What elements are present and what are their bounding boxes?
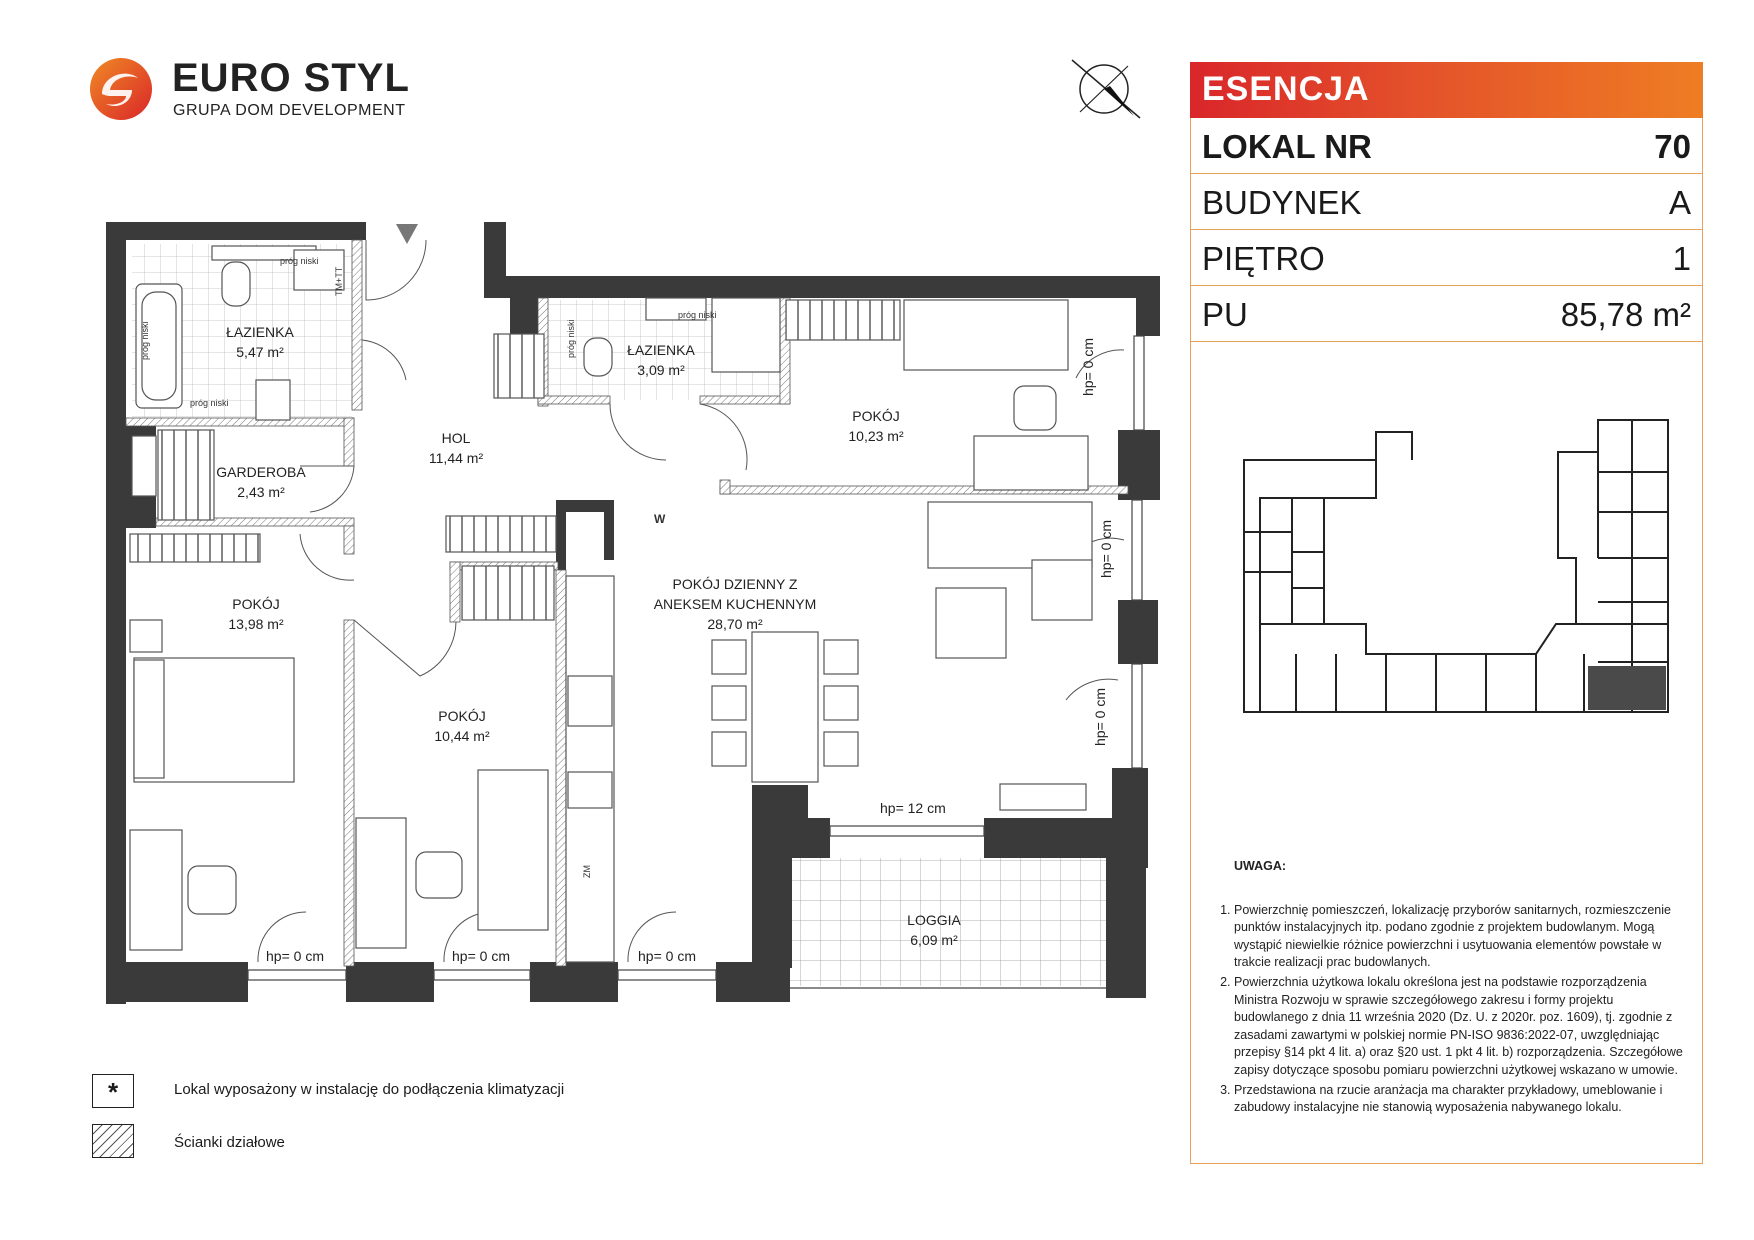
loggia-area: 6,09 m²	[910, 932, 958, 948]
entrance-marker-icon	[396, 224, 418, 244]
garderoba-area: 2,43 m²	[237, 484, 285, 500]
garderoba-name: GARDEROBA	[216, 464, 306, 480]
tm-tt-label: TM+TT	[334, 266, 344, 296]
bath2-label	[606, 340, 716, 380]
loggia-label	[884, 910, 984, 950]
hp-label: hp= 0 cm	[452, 948, 510, 964]
living-area: 28,70 m²	[707, 616, 763, 632]
hp-label: hp= 0 cm	[266, 948, 324, 964]
hp-label: hp= 0 cm	[638, 948, 696, 964]
row-value: 70	[1654, 128, 1691, 165]
notes	[1208, 858, 1690, 1119]
pokoj3-area: 10,23 m²	[848, 428, 904, 444]
living-name-2: ANEKSEM KUCHENNYM	[653, 596, 817, 612]
garderoba-label	[206, 462, 316, 502]
hol-area: 11,44 m²	[428, 450, 484, 466]
row-key: BUDYNEK	[1202, 184, 1362, 221]
hp-label: hp= 12 cm	[880, 800, 946, 816]
threshold-label: próg niski	[678, 310, 717, 320]
hol-name: HOL	[441, 430, 471, 446]
bath1-name: ŁAZIENKA	[226, 324, 294, 340]
pokoj2-area: 10,44 m²	[434, 728, 490, 744]
logo-subtitle: GRUPA DOM DEVELOPMENT	[173, 102, 406, 119]
row-value: A	[1668, 184, 1691, 221]
w-label: W	[654, 512, 666, 526]
pokoj3-label	[826, 406, 926, 446]
threshold-label: próg niski	[566, 319, 576, 358]
info-row-pu	[1190, 286, 1703, 342]
compass-icon	[1064, 56, 1144, 122]
hp-label: hp= 0 cm	[1080, 338, 1096, 396]
bath2-name: ŁAZIENKA	[627, 342, 695, 358]
info-row-budynek	[1190, 174, 1703, 230]
row-value: 1	[1672, 240, 1691, 277]
living-name-1: POKÓJ DZIENNY Z	[672, 576, 798, 592]
row-key: PU	[1202, 296, 1248, 333]
threshold-label: próg niski	[140, 321, 150, 360]
pokoj3-name: POKÓJ	[852, 408, 900, 424]
project-name: ESENCJA	[1202, 70, 1370, 108]
unit-location-highlight	[1588, 666, 1666, 710]
hp-label: hp= 0 cm	[1098, 520, 1114, 578]
project-header	[1190, 62, 1703, 118]
bath1-label	[200, 322, 320, 362]
hatch-swatch-icon	[92, 1124, 134, 1158]
logo-mark-icon	[88, 56, 154, 122]
info-row-pietro	[1190, 230, 1703, 286]
note-item: 3. Przedstawiona na rzucie aranżacja ma charakter przykładowy, umeblowanie i zabudowy instalacyjne nie stanowią wyposażenia nabywanego lokalu.	[1234, 1082, 1690, 1117]
loggia-name: LOGGIA	[907, 912, 961, 928]
pokoj1-name: POKÓJ	[232, 596, 280, 612]
threshold-label: próg niski	[280, 256, 319, 266]
pokoj2-name: POKÓJ	[438, 708, 486, 724]
pokoj1-label	[206, 594, 306, 634]
info-row-lokal	[1190, 118, 1703, 174]
threshold-label: próg niski	[190, 398, 229, 408]
logo	[88, 56, 154, 122]
walls-legend-text: Ścianki działowe	[174, 1134, 285, 1151]
bath2-area: 3,09 m²	[637, 362, 685, 378]
note-item: 2. Powierzchnia użytkowa lokalu określona jest na podstawie rozporządzenia Ministra Rozwoju w sprawie szczegółowego zakresu i formy projektu budowlanego z dnia 11 września 2020 (Dz. U. z 2020r. poz. 1609), tj. zgodnie z zasadami zawartymi w polskiej normie PN-ISO 9836:2022-07, uwzględniając przepisy §14 pkt 4 lit. a) oraz §20 ust. 1 pkt 4 lit. b) rozporządzenia. Szczegółowe zapisy dotyczące sposobu pomiaru powierzchni użytkowej wskazano w umowie.	[1234, 974, 1690, 1080]
notes-list	[1208, 902, 1690, 1117]
ac-symbol: *	[92, 1074, 134, 1108]
note-item: 1. Powierzchnię pomieszczeń, lokalizację przyborów sanitarnych, rozmieszczenie punktów instalacyjnych itp. podano zgodnie z projektem budowlanym. Mogą wystąpić niewielkie różnice powierzchni i usytuowania elementów powstałe w trakcie realizacji prac budowlanych.	[1234, 902, 1690, 972]
pokoj2-label	[412, 706, 512, 746]
hol-label	[406, 428, 506, 468]
row-key: PIĘTRO	[1202, 240, 1325, 277]
bath1-area: 5,47 m²	[236, 344, 284, 360]
pokoj1-area: 13,98 m²	[228, 616, 284, 632]
hp-label: hp= 0 cm	[1092, 688, 1108, 746]
building-key-plan	[1236, 412, 1676, 728]
living-label	[650, 574, 820, 634]
zm-label: ZM	[582, 865, 592, 878]
notes-heading: UWAGA:	[1234, 859, 1287, 873]
logo-name: EURO STYL	[172, 56, 410, 100]
row-key: LOKAL NR	[1202, 128, 1372, 165]
ac-legend-text: Lokal wyposażony w instalację do podłączenia klimatyzacji	[174, 1081, 565, 1098]
row-value: 85,78 m²	[1560, 296, 1691, 333]
